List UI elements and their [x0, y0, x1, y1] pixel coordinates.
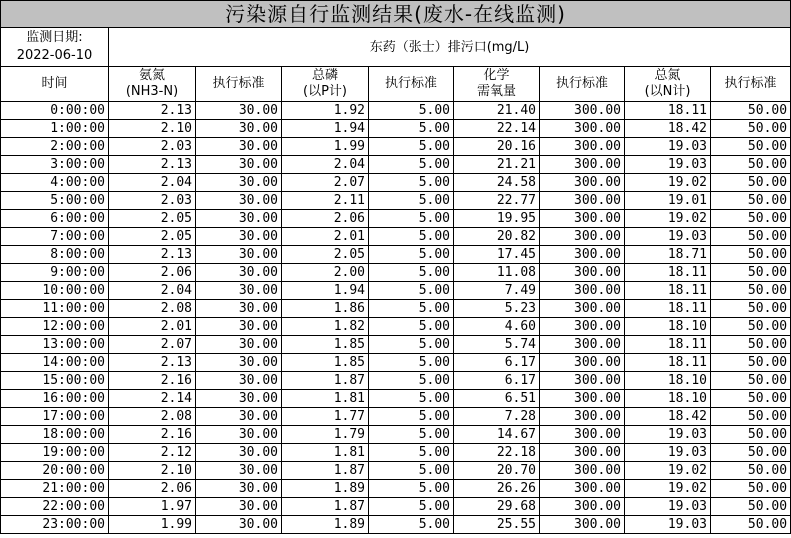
table-row — [1, 282, 791, 300]
value-cell: 5.00 — [369, 156, 454, 174]
time-cell: 17:00:00 — [1, 408, 109, 426]
time-cell: 4:00:00 — [1, 174, 109, 192]
value-cell: 300.00 — [540, 444, 625, 462]
table-row — [1, 102, 791, 120]
value-cell: 19.95 — [454, 210, 540, 228]
header-text: 总磷 — [311, 68, 338, 83]
table-row — [1, 372, 791, 390]
value-cell: 30.00 — [196, 210, 282, 228]
value-cell: 300.00 — [540, 138, 625, 156]
value-cell: 50.00 — [711, 426, 791, 444]
value-cell: 21.40 — [454, 102, 540, 120]
value-cell: 5.00 — [369, 102, 454, 120]
table-row — [1, 300, 791, 318]
value-cell: 19.03 — [625, 426, 711, 444]
value-cell: 5.00 — [369, 192, 454, 210]
value-cell: 30.00 — [196, 318, 282, 336]
value-cell: 50.00 — [711, 444, 791, 462]
value-cell: 300.00 — [540, 300, 625, 318]
header-ammonia — [109, 67, 196, 102]
value-cell: 21.21 — [454, 156, 540, 174]
value-cell: 30.00 — [196, 498, 282, 516]
value-cell: 2.14 — [109, 390, 196, 408]
value-cell: 1.92 — [282, 102, 369, 120]
value-cell: 5.00 — [369, 426, 454, 444]
value-cell: 30.00 — [196, 174, 282, 192]
value-cell: 14.67 — [454, 426, 540, 444]
value-cell: 19.02 — [625, 480, 711, 498]
header-row — [1, 67, 791, 102]
value-cell: 5.00 — [369, 228, 454, 246]
value-cell: 2.05 — [109, 228, 196, 246]
value-cell: 50.00 — [711, 192, 791, 210]
value-cell: 18.10 — [625, 372, 711, 390]
value-cell: 19.03 — [625, 444, 711, 462]
header-text: (以P计) — [303, 84, 347, 99]
value-cell: 50.00 — [711, 264, 791, 282]
value-cell: 20.70 — [454, 462, 540, 480]
value-cell: 50.00 — [711, 516, 791, 534]
value-cell: 1.77 — [282, 408, 369, 426]
value-cell: 7.28 — [454, 408, 540, 426]
value-cell: 30.00 — [196, 246, 282, 264]
date-label: 监测日期: — [26, 30, 83, 45]
header-text: 总氮 — [654, 68, 681, 83]
value-cell: 5.00 — [369, 390, 454, 408]
value-cell: 5.00 — [369, 120, 454, 138]
value-cell: 300.00 — [540, 210, 625, 228]
value-cell: 300.00 — [540, 480, 625, 498]
value-cell: 30.00 — [196, 372, 282, 390]
value-cell: 5.00 — [369, 174, 454, 192]
value-cell: 5.00 — [369, 462, 454, 480]
time-cell: 3:00:00 — [1, 156, 109, 174]
value-cell: 30.00 — [196, 480, 282, 498]
table-row — [1, 390, 791, 408]
value-cell: 30.00 — [196, 102, 282, 120]
value-cell: 5.74 — [454, 336, 540, 354]
value-cell: 5.00 — [369, 318, 454, 336]
time-cell: 11:00:00 — [1, 300, 109, 318]
value-cell: 2.01 — [282, 228, 369, 246]
value-cell: 50.00 — [711, 246, 791, 264]
value-cell: 300.00 — [540, 120, 625, 138]
value-cell: 30.00 — [196, 264, 282, 282]
value-cell: 5.00 — [369, 480, 454, 498]
table-row — [1, 462, 791, 480]
value-cell: 17.45 — [454, 246, 540, 264]
value-cell: 30.00 — [196, 228, 282, 246]
header-text: 执行标准 — [724, 76, 777, 91]
value-cell: 30.00 — [196, 300, 282, 318]
value-cell: 30.00 — [196, 282, 282, 300]
value-cell: 18.11 — [625, 282, 711, 300]
header-text: 执行标准 — [384, 76, 437, 91]
value-cell: 18.11 — [625, 300, 711, 318]
value-cell: 18.11 — [625, 336, 711, 354]
value-cell: 2.16 — [109, 426, 196, 444]
value-cell: 2.03 — [109, 138, 196, 156]
value-cell: 50.00 — [711, 282, 791, 300]
time-cell: 7:00:00 — [1, 228, 109, 246]
value-cell: 18.11 — [625, 102, 711, 120]
value-cell: 300.00 — [540, 174, 625, 192]
value-cell: 2.08 — [109, 300, 196, 318]
header-nitrogen — [625, 67, 711, 102]
value-cell: 1.86 — [282, 300, 369, 318]
time-cell: 13:00:00 — [1, 336, 109, 354]
value-cell: 2.01 — [109, 318, 196, 336]
value-cell: 5.00 — [369, 138, 454, 156]
value-cell: 300.00 — [540, 516, 625, 534]
value-cell: 30.00 — [196, 120, 282, 138]
value-cell: 19.03 — [625, 498, 711, 516]
time-cell: 23:00:00 — [1, 516, 109, 534]
time-cell: 12:00:00 — [1, 318, 109, 336]
value-cell: 2.08 — [109, 408, 196, 426]
value-cell: 24.58 — [454, 174, 540, 192]
value-cell: 18.10 — [625, 390, 711, 408]
table-row — [1, 408, 791, 426]
value-cell: 2.16 — [109, 372, 196, 390]
value-cell: 300.00 — [540, 228, 625, 246]
value-cell: 2.13 — [109, 102, 196, 120]
value-cell: 18.11 — [625, 354, 711, 372]
value-cell: 1.85 — [282, 354, 369, 372]
value-cell: 5.00 — [369, 408, 454, 426]
value-cell: 2.10 — [109, 462, 196, 480]
value-cell: 19.02 — [625, 210, 711, 228]
value-cell: 19.02 — [625, 462, 711, 480]
value-cell: 5.00 — [369, 498, 454, 516]
value-cell: 5.00 — [369, 372, 454, 390]
value-cell: 300.00 — [540, 390, 625, 408]
value-cell: 50.00 — [711, 336, 791, 354]
value-cell: 2.12 — [109, 444, 196, 462]
value-cell: 26.26 — [454, 480, 540, 498]
value-cell: 300.00 — [540, 102, 625, 120]
table-row — [1, 264, 791, 282]
table-row — [1, 174, 791, 192]
value-cell: 11.08 — [454, 264, 540, 282]
table-row — [1, 156, 791, 174]
value-cell: 300.00 — [540, 372, 625, 390]
value-cell: 1.94 — [282, 120, 369, 138]
value-cell: 300.00 — [540, 426, 625, 444]
time-cell: 15:00:00 — [1, 372, 109, 390]
value-cell: 2.00 — [282, 264, 369, 282]
time-cell: 20:00:00 — [1, 462, 109, 480]
value-cell: 300.00 — [540, 192, 625, 210]
time-cell: 14:00:00 — [1, 354, 109, 372]
value-cell: 50.00 — [711, 498, 791, 516]
value-cell: 50.00 — [711, 156, 791, 174]
table-row — [1, 210, 791, 228]
value-cell: 50.00 — [711, 138, 791, 156]
value-cell: 1.87 — [282, 372, 369, 390]
value-cell: 50.00 — [711, 462, 791, 480]
value-cell: 18.71 — [625, 246, 711, 264]
value-cell: 300.00 — [540, 354, 625, 372]
sheet-title: 污染源自行监测结果(废水-在线监测) — [1, 1, 791, 28]
table-row — [1, 516, 791, 534]
value-cell: 1.82 — [282, 318, 369, 336]
value-cell: 19.03 — [625, 516, 711, 534]
value-cell: 50.00 — [711, 174, 791, 192]
header-standard-nitrogen — [711, 67, 791, 102]
value-cell: 20.82 — [454, 228, 540, 246]
value-cell: 2.05 — [282, 246, 369, 264]
value-cell: 30.00 — [196, 462, 282, 480]
value-cell: 2.03 — [109, 192, 196, 210]
time-cell: 9:00:00 — [1, 264, 109, 282]
value-cell: 2.04 — [109, 174, 196, 192]
value-cell: 25.55 — [454, 516, 540, 534]
value-cell: 30.00 — [196, 156, 282, 174]
table-row — [1, 444, 791, 462]
time-cell: 0:00:00 — [1, 102, 109, 120]
value-cell: 30.00 — [196, 408, 282, 426]
value-cell: 1.97 — [109, 498, 196, 516]
time-cell: 10:00:00 — [1, 282, 109, 300]
value-cell: 1.89 — [282, 516, 369, 534]
header-text: 时间 — [41, 76, 68, 91]
header-text: 执行标准 — [555, 76, 608, 91]
value-cell: 1.99 — [282, 138, 369, 156]
value-cell: 1.87 — [282, 462, 369, 480]
value-cell: 2.06 — [109, 480, 196, 498]
value-cell: 300.00 — [540, 462, 625, 480]
value-cell: 50.00 — [711, 102, 791, 120]
value-cell: 300.00 — [540, 336, 625, 354]
table-row — [1, 318, 791, 336]
value-cell: 22.77 — [454, 192, 540, 210]
table-row — [1, 246, 791, 264]
header-time — [1, 67, 109, 102]
value-cell: 2.13 — [109, 246, 196, 264]
header-phosphorus — [282, 67, 369, 102]
value-cell: 22.18 — [454, 444, 540, 462]
value-cell: 2.05 — [109, 210, 196, 228]
value-cell: 300.00 — [540, 318, 625, 336]
value-cell: 20.16 — [454, 138, 540, 156]
time-cell: 22:00:00 — [1, 498, 109, 516]
time-cell: 1:00:00 — [1, 120, 109, 138]
value-cell: 5.00 — [369, 444, 454, 462]
value-cell: 29.68 — [454, 498, 540, 516]
value-cell: 50.00 — [711, 372, 791, 390]
value-cell: 50.00 — [711, 318, 791, 336]
value-cell: 6.17 — [454, 354, 540, 372]
value-cell: 5.00 — [369, 264, 454, 282]
value-cell: 1.79 — [282, 426, 369, 444]
table-row — [1, 120, 791, 138]
time-cell: 21:00:00 — [1, 480, 109, 498]
value-cell: 50.00 — [711, 354, 791, 372]
header-text: (NH3-N) — [125, 84, 179, 99]
value-cell: 6.51 — [454, 390, 540, 408]
header-text: 氨氮 — [138, 68, 165, 83]
time-cell: 16:00:00 — [1, 390, 109, 408]
value-cell: 2.04 — [282, 156, 369, 174]
value-cell: 2.13 — [109, 354, 196, 372]
value-cell: 5.00 — [369, 516, 454, 534]
value-cell: 5.00 — [369, 354, 454, 372]
value-cell: 4.60 — [454, 318, 540, 336]
value-cell: 300.00 — [540, 264, 625, 282]
value-cell: 2.13 — [109, 156, 196, 174]
value-cell: 300.00 — [540, 282, 625, 300]
value-cell: 19.03 — [625, 228, 711, 246]
time-cell: 5:00:00 — [1, 192, 109, 210]
value-cell: 30.00 — [196, 444, 282, 462]
header-standard-ammonia — [196, 67, 282, 102]
time-cell: 2:00:00 — [1, 138, 109, 156]
outlet-name: 东药（张士）排污口(mg/L) — [109, 28, 791, 67]
value-cell: 300.00 — [540, 246, 625, 264]
value-cell: 50.00 — [711, 228, 791, 246]
value-cell: 30.00 — [196, 516, 282, 534]
header-text: 执行标准 — [212, 76, 265, 91]
date-cell — [1, 28, 109, 67]
value-cell: 1.87 — [282, 498, 369, 516]
value-cell: 2.06 — [109, 264, 196, 282]
value-cell: 50.00 — [711, 390, 791, 408]
time-cell: 18:00:00 — [1, 426, 109, 444]
value-cell: 50.00 — [711, 480, 791, 498]
time-cell: 19:00:00 — [1, 444, 109, 462]
value-cell: 1.81 — [282, 390, 369, 408]
value-cell: 19.02 — [625, 174, 711, 192]
value-cell: 1.94 — [282, 282, 369, 300]
value-cell: 5.00 — [369, 210, 454, 228]
value-cell: 5.23 — [454, 300, 540, 318]
value-cell: 2.04 — [109, 282, 196, 300]
value-cell: 30.00 — [196, 426, 282, 444]
value-cell: 5.00 — [369, 282, 454, 300]
value-cell: 50.00 — [711, 210, 791, 228]
time-cell: 6:00:00 — [1, 210, 109, 228]
value-cell: 6.17 — [454, 372, 540, 390]
value-cell: 300.00 — [540, 408, 625, 426]
header-text: 需氧量 — [476, 84, 516, 99]
value-cell: 18.10 — [625, 318, 711, 336]
value-cell: 2.11 — [282, 192, 369, 210]
value-cell: 19.01 — [625, 192, 711, 210]
value-cell: 5.00 — [369, 246, 454, 264]
table-row — [1, 192, 791, 210]
value-cell: 2.10 — [109, 120, 196, 138]
value-cell: 50.00 — [711, 300, 791, 318]
value-cell: 7.49 — [454, 282, 540, 300]
value-cell: 2.07 — [109, 336, 196, 354]
table-row — [1, 354, 791, 372]
value-cell: 18.11 — [625, 264, 711, 282]
value-cell: 30.00 — [196, 336, 282, 354]
table-row — [1, 426, 791, 444]
value-cell: 19.03 — [625, 156, 711, 174]
value-cell: 18.42 — [625, 408, 711, 426]
value-cell: 1.99 — [109, 516, 196, 534]
value-cell: 300.00 — [540, 498, 625, 516]
header-cod — [454, 67, 540, 102]
table-row — [1, 228, 791, 246]
value-cell: 30.00 — [196, 138, 282, 156]
value-cell: 2.06 — [282, 210, 369, 228]
header-text: (以N计) — [644, 84, 691, 99]
value-cell: 300.00 — [540, 156, 625, 174]
value-cell: 30.00 — [196, 390, 282, 408]
value-cell: 1.85 — [282, 336, 369, 354]
value-cell: 5.00 — [369, 336, 454, 354]
header-standard-phosphorus — [369, 67, 454, 102]
header-standard-cod — [540, 67, 625, 102]
header-text: 化学 — [483, 68, 510, 83]
value-cell: 1.81 — [282, 444, 369, 462]
table-row — [1, 336, 791, 354]
time-cell: 8:00:00 — [1, 246, 109, 264]
table-row — [1, 480, 791, 498]
value-cell: 2.07 — [282, 174, 369, 192]
value-cell: 50.00 — [711, 120, 791, 138]
value-cell: 30.00 — [196, 192, 282, 210]
value-cell: 30.00 — [196, 354, 282, 372]
value-cell: 5.00 — [369, 300, 454, 318]
value-cell: 18.42 — [625, 120, 711, 138]
value-cell: 22.14 — [454, 120, 540, 138]
table-row — [1, 498, 791, 516]
table-row — [1, 138, 791, 156]
value-cell: 50.00 — [711, 408, 791, 426]
value-cell: 1.89 — [282, 480, 369, 498]
date-value: 2022-06-10 — [16, 48, 93, 63]
value-cell: 19.03 — [625, 138, 711, 156]
